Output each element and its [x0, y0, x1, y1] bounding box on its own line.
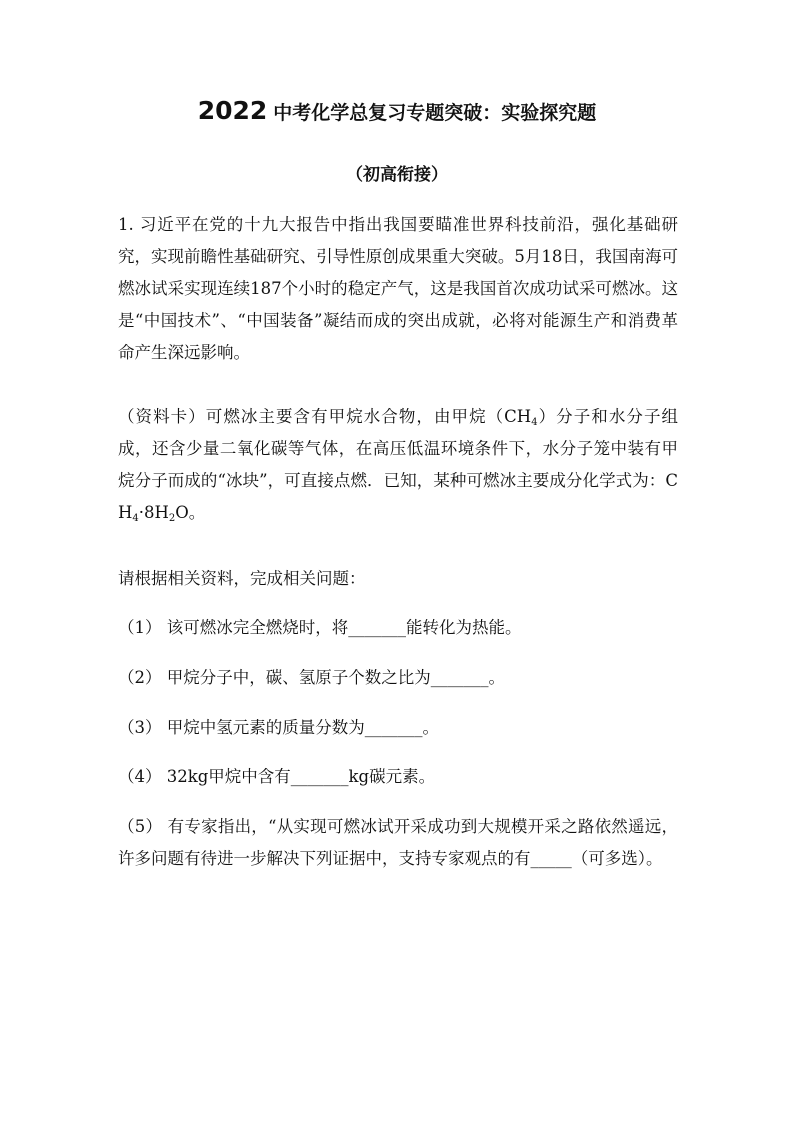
document-title — [0, 96, 794, 125]
sub-question-5: （5） 有专家指出，“从实现可燃冰试开采成功到大规模开采之路依然遥远，许多问题有待进一步解决下列证据中，支持专家观点的有_____（可多选）。 — [118, 817, 678, 868]
ch4-subscript: 4 — [531, 417, 538, 428]
formula-end: O。 — [175, 503, 206, 522]
data-card-paragraph — [118, 401, 678, 529]
formula-middle: ·8H — [138, 503, 169, 522]
card-text-middle: ）分子和水分子组成，还含少量二氧化碳等气体，在高压低温环境条件下，水分子笼中装有甲烷分子而成的“冰块”，可直接点燃．已知，某种可燃冰主要成分化学式为：CH — [118, 407, 679, 522]
title-text: 中考化学总复习专题突破：实验探究题 — [273, 102, 597, 124]
formula-subscript-4: 4 — [132, 513, 139, 524]
card-text-before-ch4: （资料卡）可燃冰主要含有甲烷水合物，由甲烷（CH — [118, 407, 532, 426]
sub-question-4: （4） 32kg甲烷中含有_______kg碳元素。 — [118, 767, 436, 786]
question-1-intro: 1. 习近平在党的十九大报告中指出我国要瞄准世界科技前沿，强化基础研究，实现前瞻性基础研究、引导性原创成果重大突破。5月18日，我国南海可燃冰试采实现连续187个小时的稳定产气，这是我国首次成功试采可燃冰。这是“中国技术”、“中国装备”凝结而成的突出成就，必将对能源生产和消费革命产生深远影响。 — [118, 215, 678, 362]
sub-question-2: （2） 甲烷分子中，碳、氢原子个数之比为_______。 — [118, 668, 505, 687]
sub-question-3: （3） 甲烷中氢元素的质量分数为_______。 — [118, 718, 439, 737]
question-prompt: 请根据相关资料，完成相关问题： — [118, 569, 366, 588]
title-year: 2022 — [197, 96, 268, 125]
sub-question-1: （1） 该可燃冰完全燃烧时，将_______能转化为热能。 — [118, 618, 522, 637]
formula-subscript-2: 2 — [168, 513, 176, 524]
document-subtitle: （初高衔接） — [346, 165, 448, 185]
